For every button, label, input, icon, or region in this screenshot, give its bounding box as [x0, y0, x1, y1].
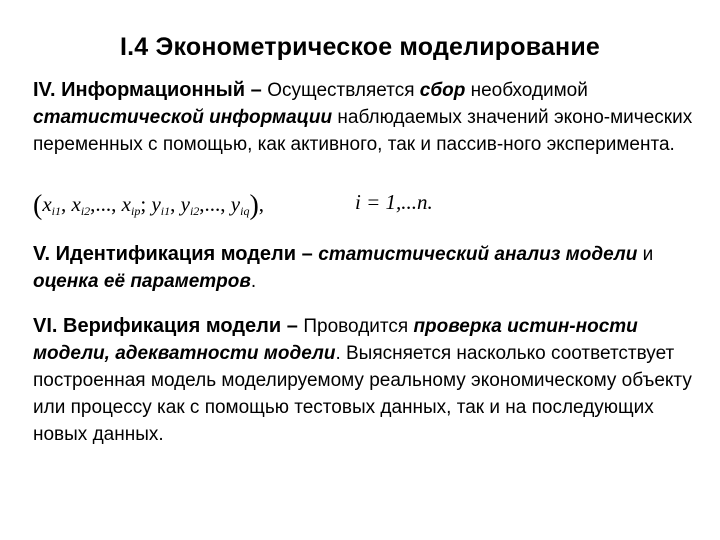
- formula-subscript: ip: [131, 204, 141, 218]
- section-verification-emphasis: проверка истин-ности модели, адекватности модели: [33, 316, 638, 364]
- formula-subscript: i1: [51, 204, 61, 218]
- formula-separator: ,: [61, 192, 72, 216]
- formula-variable: $x_{i2}$: [71, 192, 91, 218]
- section-verification: [33, 313, 705, 448]
- section-identification-heading: V. Идентификация модели –: [33, 243, 319, 265]
- formula-variables: [42, 192, 249, 216]
- formula-index: i = 1,...n.: [355, 190, 433, 214]
- section-information-text: необходимой: [465, 80, 588, 101]
- formula-separator: ,...,: [90, 192, 122, 216]
- formula-separator: ,: [170, 192, 181, 216]
- section-verification-text: . Выясняется насколько соответствует построенная модель моделируемому реальному экономическому объекту или процессу как с помощью тестовых данных, так и на последующих новых данных.: [33, 343, 692, 445]
- section-information-text: наблюдаемых значений эконо-мических переменных с помощью, как активного, так и пассив-ного эксперимента.: [33, 107, 693, 155]
- section-identification-text: и: [637, 244, 654, 265]
- formula-subscript: i2: [189, 204, 200, 218]
- formula-subscript: i2: [80, 204, 91, 218]
- section-identification-text: .: [250, 271, 257, 292]
- section-verification-text: Проводится: [303, 316, 414, 337]
- formula-variable: $x_{ip}$: [121, 192, 141, 218]
- formula-subscript: i1: [160, 204, 171, 218]
- section-identification: [33, 241, 705, 295]
- section-information-heading: IV. Информационный –: [33, 79, 268, 101]
- section-information-emphasis: статистической информации: [33, 107, 333, 128]
- formula-variable: $y_{iq}$: [230, 192, 250, 218]
- formula-close-paren: ): [249, 190, 259, 221]
- section-information-text: Осуществляется: [267, 80, 420, 101]
- slide-title: I.4 Эконометрическое моделирование: [119, 33, 601, 61]
- section-verification-heading: VI. Верификация модели –: [33, 315, 304, 337]
- section-identification-emphasis: оценка её параметров: [33, 271, 251, 292]
- formula-variable: $y_{i2}$: [180, 192, 200, 218]
- formula-separator: ,...,: [199, 192, 231, 216]
- formula-variable: $y_{i1}$: [151, 192, 171, 218]
- formula-separator: ;: [140, 192, 152, 216]
- formula-subscript: iq: [240, 204, 250, 218]
- formula-variable: $x_{i1}$: [42, 192, 61, 218]
- section-identification-emphasis: статистический анализ модели: [318, 244, 638, 265]
- formula-open-paren: (: [33, 190, 43, 221]
- section-information-emphasis: сбор: [419, 80, 466, 101]
- section-information: [33, 77, 705, 158]
- observation-formula: ($x_{i1}$, $x_{i2}$,..., $x_{ip}$; $y_{i1}$, $y_{i2}$,..., $y_{iq}$), i = 1,...n.: [33, 190, 433, 221]
